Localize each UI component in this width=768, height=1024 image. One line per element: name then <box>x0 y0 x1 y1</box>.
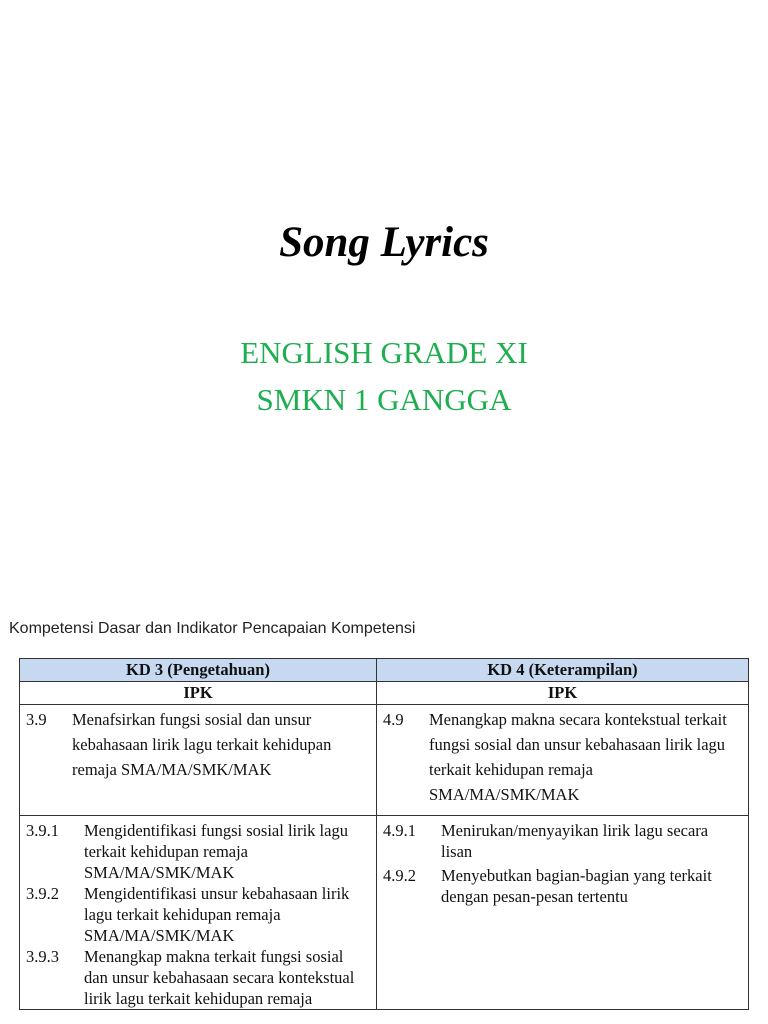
ipk-number: 3.9.3 <box>26 947 59 966</box>
header-kd4: KD 4 (Keterampilan) <box>377 659 749 682</box>
table-header-row <box>20 659 749 682</box>
ipk-text: Menyebutkan bagian-bagian yang terkait dengan pesan-pesan tertentu <box>441 866 712 906</box>
ipk-label-left: IPK <box>20 682 377 705</box>
table-row <box>20 816 749 1010</box>
list-item <box>20 946 376 1009</box>
kd4-number: 4.9 <box>383 710 404 729</box>
table-row <box>20 705 749 816</box>
subtitle-grade: ENGLISH GRADE XI <box>240 335 528 370</box>
ipk-number: 4.9.2 <box>383 866 416 885</box>
ipk-number: 4.9.1 <box>383 821 416 840</box>
list-item <box>20 820 376 883</box>
kd3-item <box>20 705 376 782</box>
list-item <box>377 865 748 907</box>
ipk-number: 3.9.1 <box>26 821 59 840</box>
kd3-cell <box>20 705 377 816</box>
ipk-number: 3.9.2 <box>26 884 59 903</box>
ipk3-cell <box>20 816 377 1010</box>
subtitle-school: SMKN 1 GANGGA <box>256 382 512 417</box>
header-kd3: KD 3 (Pengetahuan) <box>20 659 377 682</box>
table-heading: Kompetensi Dasar dan Indikator Pencapaian Kompetensi <box>9 620 416 637</box>
list-item <box>20 883 376 946</box>
kd4-cell <box>377 705 749 816</box>
list-item <box>377 820 748 862</box>
kd3-text: Menafsirkan fungsi sosial dan unsur kebahasaan lirik lagu terkait kehidupan remaja SMA/MA/SMK/MAK <box>72 710 332 779</box>
page-title: Song Lyrics <box>279 219 489 266</box>
ipk-text: Menangkap makna terkait fungsi sosial dan unsur kebahasaan secara kontekstual lirik lagu terkait kehidupan remaja <box>84 947 355 1008</box>
ipk-text: Mengidentifikasi unsur kebahasaan lirik lagu terkait kehidupan remaja SMA/MA/SMK/MAK <box>84 884 350 945</box>
ipk-text: Mengidentifikasi fungsi sosial lirik lagu terkait kehidupan remaja SMA/MA/SMK/MAK <box>84 821 348 882</box>
ipk-label-row <box>20 682 749 705</box>
ipk-text: Menirukan/menyayikan lirik lagu secara lisan <box>441 821 709 861</box>
kd4-item <box>377 705 748 807</box>
ipk4-cell <box>377 816 749 1010</box>
kd4-text: Menangkap makna secara kontekstual terkait fungsi sosial dan unsur kebahasaan lirik lagu terkait kehidupan remaja SMA/MA/SMK/MAK <box>429 710 727 804</box>
ipk-label-right: IPK <box>377 682 749 705</box>
kd3-number: 3.9 <box>26 710 47 729</box>
competency-table <box>19 658 749 1010</box>
